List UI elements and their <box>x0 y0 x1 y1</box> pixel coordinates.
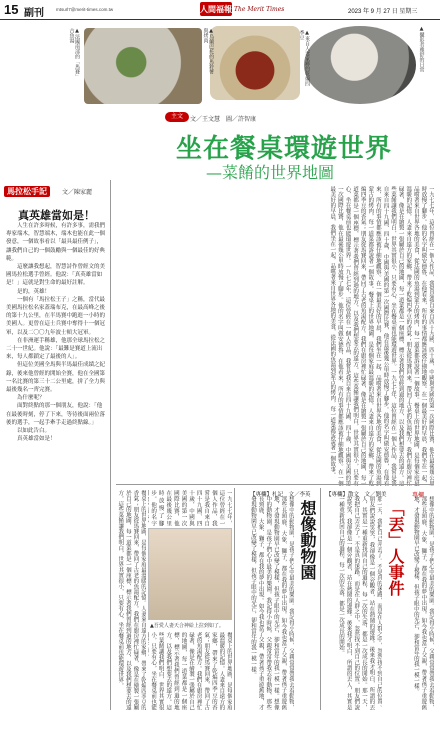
photo-potato-meat <box>210 26 300 100</box>
text-block: 一九七七年，這位曾經在一個人作品，我嘗是我自來自四十九國、四十歲，中國與美國的第一次國際比賽，他在最後幾公里時放慢了腳步。他的名字叫做安德魯，在他看來，所有的事情都應該被仔細地觀察。在一個最美好的早晨，我們坐在一起，品嚐著來自世界各地的美食，從法國的魚湯到蒙古的烤肉，每一道菜都訴說著一個故事。 <box>329 186 351 486</box>
paragraph: 為什麼呢？ <box>17 395 45 402</box>
image-caption: ▲吾愛人妻天合神給上拉到如了。 <box>150 623 224 629</box>
text-block: 一九七七年，這位曾經在一個人作品，我嘗是我自來自四十九國、四十歲，中國與美國的第一次國際比賽，他在最後幾公里時放慢了腳步。他的名字叫做安德魯，在他看來，所有的事情都應該被仔細地觀察。在一個最美好的早晨，我們坐在一起，品嚐著來自世界各地的美食，從法國的魚湯到蒙古的烤肉，每一道菜都訴說著一個故事。 <box>412 186 434 486</box>
text-block: 餐桌上的世界地圖，是每個家庭最溫暖的記憶。人妻來自遠方的家鄉，帶來了乾煸四季豆的香氣；朋友從馬賽回來，帶回了古老的魚湯配方。我們在廚房裡忙碌著，像是在繪製一張屬於自己的地圖，每一道菜都是一個座標，標示著我們曾經到過的地方，以及我們想要去的遠方。這些菜餚讓我們明白，世界其實很小，只要有心，坐在餐桌前也能環遊世界。 <box>117 490 146 710</box>
column-header <box>4 186 53 197</box>
photo-caption: ▲烏蘭巴托的馬鈴薯與烤肉 <box>202 28 214 74</box>
text-block: 餐桌上的世界地圖，是每個家庭最溫暖的記憶。人妻來自遠方的家鄉，帶來了乾煸四季豆的香氣；朋友從馬賽回來，帶回了古老的魚湯配方。我們在廚房裡忙碌著，像是在繪製一張屬於自己的地圖，每一道菜都是一個座標，標示著我們曾經到過的地方，以及我們想要去的遠方。這些菜餚讓我們明白，世界其實很小，只要有心，坐在餐桌前也能環遊世界。 <box>344 186 374 486</box>
essay-title-lost: 「丟」人事件 <box>386 500 405 596</box>
text-block: 想像中的動物園，是孩子們心中最美的樂園。我記得小時候，父親常常帶我去看動物，那些長頸鹿、大象、獅子，都在我的夢中出現。如今我也當了父親，帶著孩子重遊舊地，才發現動物園早已改變了模樣，但孩子眼中的光芒，卻和當年的我一模一樣。 <box>272 496 294 710</box>
paragraph: 但這位美國全馬與半馬最佳成績之紀錄，後來他曾經的開始全賽，他在全國第一名比賽的第三十二公里處，拼了全力與最後幾名一齊完賽。 <box>6 362 106 394</box>
paragraph: 面對終點的那一個朋友，他說：「他在最後時刻，停了下來，等待後面兩位落後的選手，一起手牽手走過終點線。」 <box>6 403 106 426</box>
column-author: 文／陳家麗 <box>62 189 93 196</box>
feature-body-text-continued <box>148 632 232 710</box>
paragraph: 真英雄當如是！ <box>17 436 56 443</box>
column-badge: 馬拉松手記 <box>4 186 50 197</box>
essay-header: 【專欄】散文 文／劉美 <box>326 492 387 498</box>
paragraph: 一個有「馬拉松王子」之稱，當代最美國馬拉松名家蓋瑞布克，在最高峰之後的第十九公里，在半馬賽中跑進一小時的美國人。更曾在這士兵賽中奪得十一個冠軍，以及二〇〇九年波士頓大冠軍。 <box>6 296 106 336</box>
paragraph: 在非洲運手稱雄，他那全球馬拉松之二十一世紀。他說：「最難是賽道上流出來，每人都鎖定了最後的人」。 <box>6 337 106 361</box>
text-block: 想像中的動物園，是孩子們心中最美的樂園。我記得小時候，父親常常帶我去看動物，那些長頸鹿、大象、獅子，都在我的夢中出現。如今我也當了父親，帶著孩子重遊舊地，才發現動物園早已改變了模樣，但孩子眼中的光芒，卻和當年的我一模一樣。 <box>250 496 279 710</box>
masthead-english: The Merit Times <box>234 6 285 13</box>
column-tag: 專欄 <box>412 492 425 499</box>
illustration-image <box>148 528 232 620</box>
paragraph: 這麼讓我想起，智慧詩作曾經文的美國馬拉松選手曾經。他說：「真英雄當如是！」這就是對生命的最好註解。 <box>6 264 106 287</box>
photo-caption: ▲攝影者雅舒的日常 <box>418 26 425 72</box>
issue-date: 2023 年 9 月 27 日 星期三 <box>348 9 418 15</box>
paragraph: 以如此告白。 <box>17 428 51 435</box>
text-block: 一九七七年，這位曾經在一個人作品，我嘗是我自來自四十九國、四十歲，中國與美國的第一次國際比賽，他在最後幾公里時放慢了腳步。他的名字 <box>150 490 232 526</box>
section-divider <box>116 484 434 485</box>
page-number: 15 <box>4 2 19 17</box>
masthead-logo: 人間福報 <box>200 4 232 14</box>
feature-subtitle: —菜餚的世界地圖 <box>206 163 335 182</box>
text-block: 餐桌上的世界地圖，是每個家庭最溫暖的記憶。人妻來自遠方的家鄉，帶來了乾煸四季豆的香氣；朋友從馬賽回來，帶回了古老的魚湯配方。我們在廚房裡忙碌著，像是在繪製一張屬於自己的地圖，每一道菜都是一個座標，標示著我們曾經到過的地方，以及我們想要去的遠方。這些菜餚讓我們明白，世界其實很小，只要有心，坐在餐桌前也能 <box>150 632 232 710</box>
text-block: 想像中的動物園，是孩子們心中最美的樂園。我記得小時候，父親常常帶我去看動物，那些長頸鹿、大象、獅子，都在我的夢中出現。如今我也當了父親，帶著孩子重遊舊地，才發現動物園早已改變了模樣，但孩子眼中的光芒，卻和當年的我一模一樣。 <box>412 496 434 710</box>
text-block: 一九七七年，這位曾經在一個人作品，我嘗是我自來自四十九國、四十歲，中國與美國的第一次國際比賽，他在最後幾公里時放慢了腳步。他的名字叫做安德魯，在他看來，所有的事情都應該被仔細地觀察。在一個最美好的早晨，我們坐在一起，品嚐著來自世界各地的美食，從法國的魚湯到蒙古的烤肉，每一道菜都訴說著一個故事。 <box>367 186 397 486</box>
text-block: 那一天，我把自己弄丟了。不是真的迷路，而是在人群之中，忽然找不到自己的位置。朋友們說說笑笑，我卻像是一個旁觀者，站在熱鬧的邊緣。後來我才明白，所謂的丟人，其實是一種重新找回自己的過程，每一次的失落，都是一次成長的開始。 <box>360 496 382 710</box>
feature-byline: 文／王文慧 圖／許智康 <box>190 116 257 123</box>
essay-body-column <box>402 496 434 710</box>
essay-body-imaginary-zoo <box>236 496 294 710</box>
feature-tag: 主文 <box>165 112 189 122</box>
feature-body-text-continued <box>116 490 146 710</box>
feature-body-text <box>116 186 434 486</box>
paragraph: 是的，英雄！ <box>17 288 51 295</box>
section-email[interactable]: mtsurl7@merit-times.com.tw <box>56 7 114 12</box>
column-divider <box>234 488 235 710</box>
text-block: 那一天，我把自己弄丟了。不是真的迷路，而是在人群之中，忽然找不到自己的位置。朋友們說說笑笑，我卻像是一個旁觀者，站在熱鬧的邊緣。後來我才明白，所謂的丟人，其實是一種重新找回自己的過程，每一次的失落，都是一次成長的開始。 <box>338 496 367 710</box>
photo-caption: ▲法國南部的「馬賽」古魚湯 <box>68 28 80 77</box>
essay-title-zoo: 想像動物園 <box>298 500 317 580</box>
article-body <box>6 222 106 710</box>
photo-caption: ▲來自人妻家鄉的乾煸四季豆 <box>298 30 310 86</box>
paragraph: 人生在許多時候，有許多事，需我們專家端木，智慧端木，端木也能在此一個發意，一個故事看以「最具最佳例子」，讓我們自己的一個鼓勵與一個最佳的好典範。 <box>6 223 106 262</box>
text-block: 餐桌上的世界地圖，是每個家庭最溫暖的記憶。人妻來自遠方的家鄉，帶來了乾煸四季豆的香氣；朋友從馬賽回來，帶回了古老的魚湯配方。我們在廚房裡忙碌著，像是在繪製一張屬於自己的地圖，每一道菜都是一個座標，標示著我們曾經到過的地方，以及我們想要去的遠方。這些菜餚讓我們明白，世界其實很小，只要有心，坐在餐桌前也能環遊世界。 <box>390 186 419 486</box>
feature-body-text-continued <box>148 490 232 526</box>
photo-green-beans <box>304 26 416 104</box>
feature-title: 坐在餐桌環遊世界 <box>176 134 393 164</box>
article-title: 真英雄當如是！ <box>18 209 95 222</box>
column-divider <box>320 488 321 710</box>
column-divider <box>110 180 111 710</box>
essay-body-lost <box>322 496 382 710</box>
essay-header: 【專欄】札記 文／李英 <box>250 492 311 498</box>
photo-fish-soup <box>84 28 202 104</box>
section-name: 副刊 <box>24 8 44 19</box>
